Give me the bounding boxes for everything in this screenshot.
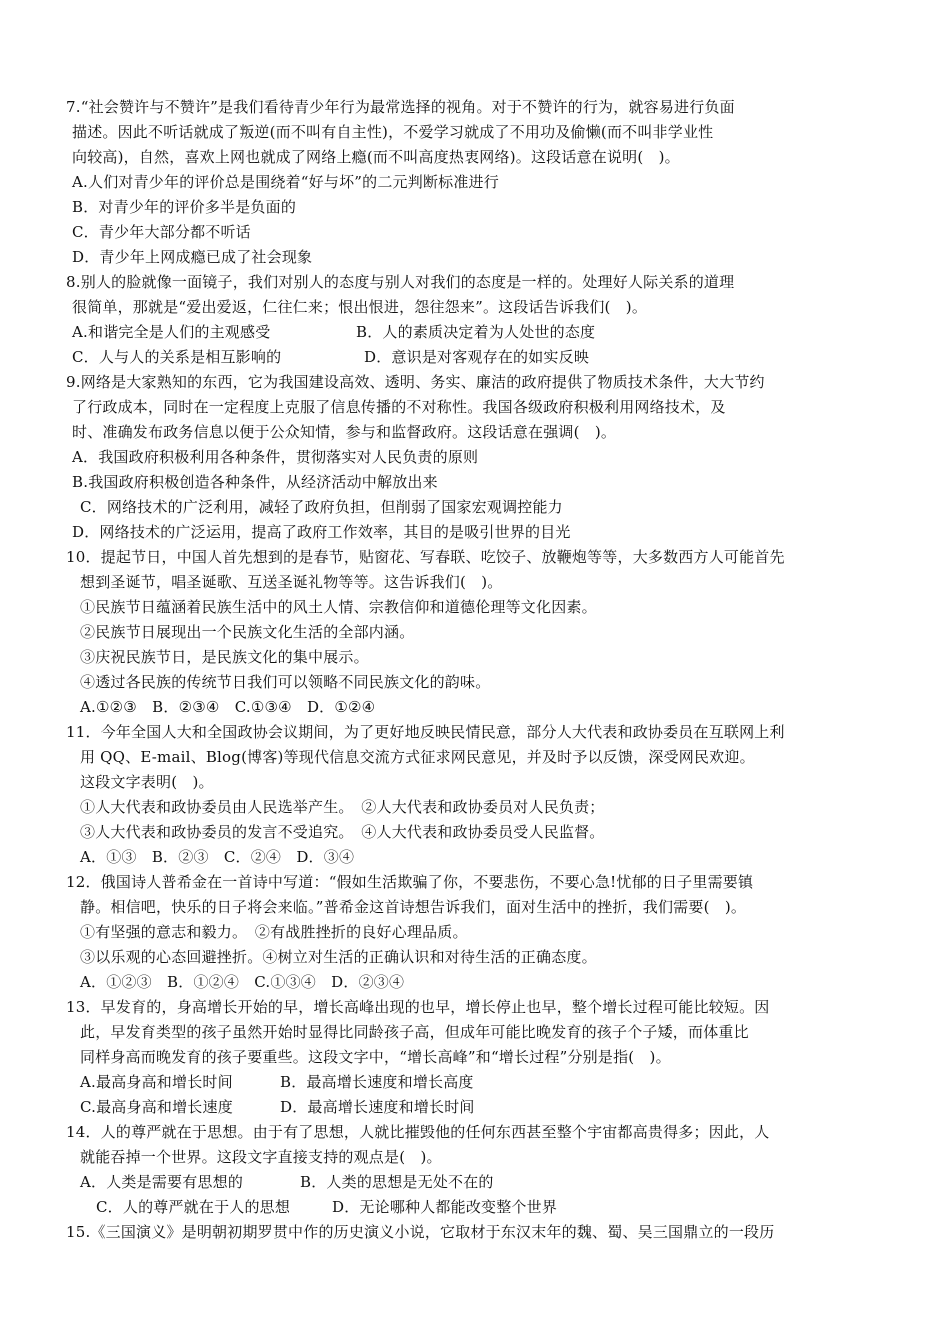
q12-stem-line-1: 12．俄国诗人普希金在一首诗中写道：“假如生活欺骗了你，不要悲伤，不要心急!忧郁的日子里需要镇: [66, 873, 754, 891]
q14-stem-line-1: 14．人的尊严就在于思想。由于有了思想，人就比摧毁他的任何东西甚至整个宇宙都高贵得多；因此，人: [66, 1123, 770, 1141]
q12-stem-line-2: 静。相信吧，快乐的日子将会来临。”普希金这首诗想告诉我们，面对生活中的挫折，我们需要( )。: [80, 898, 747, 916]
q10-statement-3: ③庆祝民族节日，是民族文化的集中展示。: [80, 648, 369, 666]
q11-options: A．①③ B．②③ C．②④ D．③④: [80, 848, 355, 866]
q14-stem-line-2: 就能吞掉一个世界。这段文字直接支持的观点是( )。: [80, 1148, 442, 1166]
q8-option-d: D．意识是对客观存在的如实反映: [364, 348, 590, 366]
q9-option-b: B.我国政府积极创造各种条件，从经济活动中解放出来: [72, 473, 438, 491]
q11-stem-line-2: 用 QQ、E-mail、Blog(博客)等现代信息交流方式征求网民意见，并及时予以反馈，深受网民欢迎。: [80, 748, 755, 766]
q13-option-b: B．最高增长速度和增长高度: [280, 1073, 474, 1091]
q9-option-c: C．网络技术的广泛利用，减轻了政府负担，但削弱了国家宏观调控能力: [80, 498, 563, 516]
q13-stem-line-2: 此，早发育类型的孩子虽然开始时显得比同龄孩子高，但成年可能比晚发育的孩子个子矮，而体重比: [80, 1023, 749, 1041]
q11-stem-line-1: 11．今年全国人大和全国政协会议期间，为了更好地反映民情民意，部分人大代表和政协委员在互联网上利: [66, 723, 785, 741]
q7-option-d: D．青少年上网成瘾已成了社会现象: [72, 248, 313, 266]
q13-option-c: C.最高身高和增长速度: [80, 1098, 233, 1116]
q8-stem-line-1: 8.别人的脸就像一面镜子，我们对别人的态度与别人对我们的态度是一样的。处理好人际关系的道理: [66, 273, 735, 291]
q8-option-a: A.和谐完全是人们的主观感受: [72, 323, 271, 341]
q9-stem-line-3: 时、准确发布政务信息以便于公众知情，参与和监督政府。这段话意在强调( )。: [72, 423, 617, 441]
q9-stem-line-1: 9.网络是大家熟知的东西，它为我国建设高效、透明、务实、廉洁的政府提供了物质技术条件，大大节约: [66, 373, 765, 391]
q7-stem-line-2: 描述。因此不听话就成了叛逆(而不叫有自主性)，不爱学习就成了不用功及偷懒(而不叫非学业性: [72, 123, 714, 141]
q14-option-a: A．人类是需要有思想的: [80, 1173, 244, 1191]
q13-option-a: A.最高身高和增长时间: [80, 1073, 233, 1091]
q10-statement-4: ④透过各民族的传统节日我们可以领略不同民族文化的韵味。: [80, 673, 491, 691]
q11-stem-line-3: 这段文字表明( )。: [80, 773, 214, 791]
q10-stem-line-1: 10．提起节日，中国人首先想到的是春节，贴窗花、写春联、吃饺子、放鞭炮等等，大多数西方人可能首先: [66, 548, 785, 566]
q12-options: A．①②③ B．①②④ C.①③④ D．②③④: [80, 973, 405, 991]
q7-stem-line-1: 7.“社会赞许与不赞许”是我们看待青少年行为最常选择的视角。对于不赞许的行为，就容易进行负面: [66, 98, 735, 116]
q14-option-d: D．无论哪种人都能改变整个世界: [332, 1198, 558, 1216]
q10-statement-1: ①民族节日蕴涵着民族生活中的风土人情、宗教信仰和道德伦理等文化因素。: [80, 598, 597, 616]
q8-option-c: C．人与人的关系是相互影响的: [72, 348, 282, 366]
q11-statements-1-2: ①人大代表和政协委员由人民选举产生。 ②人大代表和政协委员对人民负责；: [80, 798, 605, 816]
q13-option-d: D．最高增长速度和增长时间: [280, 1098, 475, 1116]
q7-stem-line-3: 向较高)，自然，喜欢上网也就成了网络上瘾(而不叫高度热衷网络)。这段话意在说明( )。: [72, 148, 680, 166]
q8-option-b: B．人的素质决定着为人处世的态度: [356, 323, 596, 341]
q13-stem-line-1: 13．早发育的，身高增长开始的早，增长高峰出现的也早，增长停止也早，整个增长过程可能比较短。因: [66, 998, 770, 1016]
q9-option-d: D．网络技术的广泛运用，提高了政府工作效率，其目的是吸引世界的目光: [72, 523, 571, 541]
q10-options: A.①②③ B．②③④ C.①③④ D．①②④: [80, 698, 376, 716]
q12-statements-1-2: ①有坚强的意志和毅力。 ②有战胜挫折的良好心理品质。: [80, 923, 468, 941]
q11-statements-3-4: ③人大代表和政协委员的发言不受追究。 ④人大代表和政协委员受人民监督。: [80, 823, 605, 841]
q8-stem-line-2: 很简单，那就是“爱出爱返，仁往仁来；恨出恨进，怨往怨来”。这段话告诉我们( )。: [72, 298, 648, 316]
q15-stem-line-1: 15.《三国演义》是明朝初期罗贯中作的历史演义小说，它取材于东汉末年的魏、蜀、吴三国鼎立的一段历: [66, 1223, 775, 1241]
q7-option-a: A.人们对青少年的评价总是围绕着“好与坏”的二元判断标准进行: [72, 173, 499, 191]
q12-statements-3-4: ③以乐观的心态回避挫折。④树立对生活的正确认识和对待生活的正确态度。: [80, 948, 597, 966]
q7-option-c: C．青少年大部分都不听话: [72, 223, 251, 241]
q9-option-a: A．我国政府积极利用各种条件，贯彻落实对人民负责的原则: [72, 448, 479, 466]
q14-option-b: B．人类的思想是无处不在的: [300, 1173, 494, 1191]
q10-stem-line-2: 想到圣诞节，唱圣诞歌、互送圣诞礼物等等。这告诉我们( )。: [80, 573, 503, 591]
q9-stem-line-2: 了行政成本，同时在一定程度上克服了信息传播的不对称性。我国各级政府积极利用网络技术，及: [72, 398, 726, 416]
q7-option-b: B．对青少年的评价多半是负面的: [72, 198, 297, 216]
q14-option-c: C．人的尊严就在于人的思想: [96, 1198, 291, 1216]
q13-stem-line-3: 同样身高而晚发育的孩子要重些。这段文字中，“增长高峰”和“增长过程”分别是指( )。: [80, 1048, 671, 1066]
q10-statement-2: ②民族节日展现出一个民族文化生活的全部内涵。: [80, 623, 415, 641]
